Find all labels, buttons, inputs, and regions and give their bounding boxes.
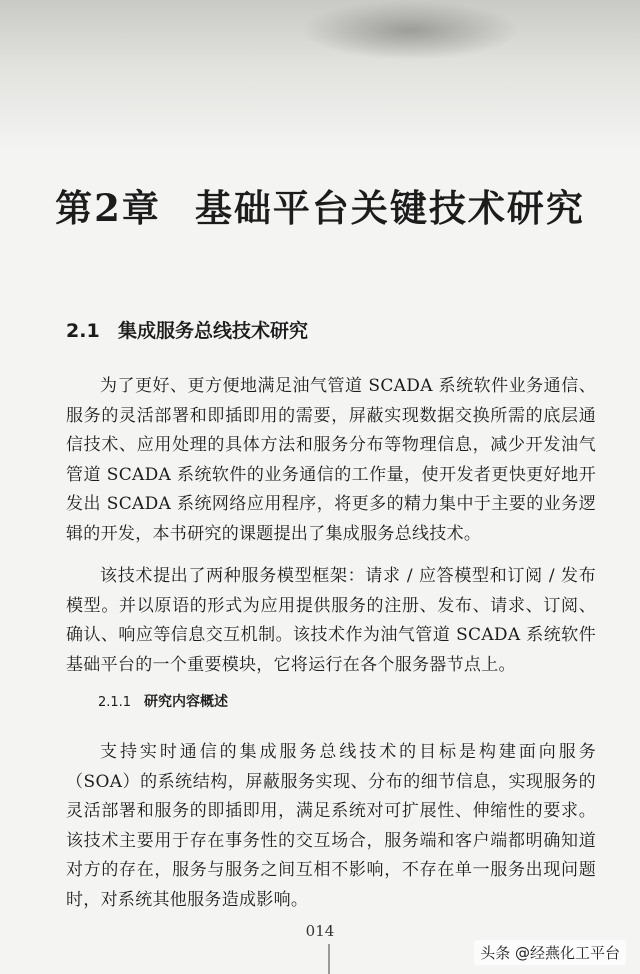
section-number: 2.1 — [66, 320, 100, 342]
paragraph-overview: 支持实时通信的集成服务总线技术的目标是构建面向服务（SOA）的系统结构，屏蔽服务实现、分布的细节信息，实现服务的灵活部署和服务的即插即用，满足系统对可扩展性、伸缩性的要求。该技术主要用于存在事务性的交互场合，服务端和客户端都明确知道对方的存在，服务与服务之间互相不影响，不存在单一服务出现问题时，对系统其他服务造成影响。 — [66, 742, 596, 910]
source-watermark: 头条 @经燕化工平台 — [474, 940, 626, 965]
paragraph-intro: 为了更好、更方便地满足油气管道 SCADA 系统软件业务通信、服务的灵活部署和即插即用的需要，屏蔽实现数据交换所需的底层通信技术、应用处理的具体方法和服务分布等物理信息，减少开发油气管道 SCADA 系统软件的业务通信的工作量，使开发者更快更好地开发出 SCADA 系统网络应用程序，将更多的精力集中于主要的业务逻辑的开发，本书研究的课题提出了集成服务总线技术。 — [66, 376, 596, 544]
chapter-title — [0, 178, 640, 232]
book-spine-line — [328, 944, 330, 974]
paragraph-service-models: 该技术提出了两种服务模型框架：请求 / 应答模型和订阅 / 发布模型。并以原语的形式为应用提供服务的注册、发布、请求、订阅、确认、响应等信息交互机制。该技术作为油气管道 SCADA 系统软件基础平台的一个重要模块，它将运行在各个服务器节点上。 — [66, 566, 596, 675]
subsection-number: 2.1.1 — [98, 695, 132, 710]
page-top-shadow — [0, 0, 640, 150]
section-heading — [66, 316, 308, 343]
page-number: 014 — [305, 922, 335, 940]
subsection-heading — [98, 691, 228, 711]
chapter-number: 第2章 — [55, 186, 161, 230]
section-title: 集成服务总线技术研究 — [118, 320, 309, 342]
chapter-title-text: 基础平台关键技术研究 — [194, 186, 585, 230]
subsection-title: 研究内容概述 — [144, 694, 228, 710]
